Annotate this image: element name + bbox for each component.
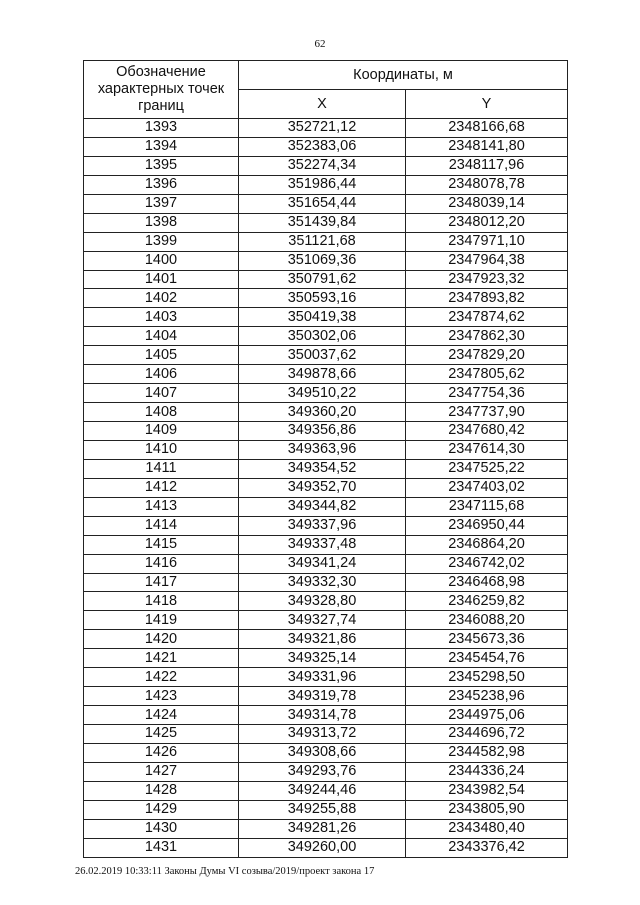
- table-row: [84, 478, 568, 497]
- y-coordinate-cell: 2347614,30: [406, 440, 568, 459]
- y-coordinate-cell: 2343982,54: [406, 781, 568, 800]
- y-coordinate-cell: 2346088,20: [406, 611, 568, 630]
- point-id-cell: 1426: [84, 743, 239, 762]
- x-coordinate-cell: 350419,38: [239, 308, 406, 327]
- point-id-cell: 1417: [84, 573, 239, 592]
- table-row: [84, 137, 568, 156]
- x-coordinate-cell: 349337,48: [239, 535, 406, 554]
- x-coordinate-cell: 351069,36: [239, 251, 406, 270]
- y-coordinate-cell: 2345298,50: [406, 668, 568, 687]
- point-id-cell: 1418: [84, 592, 239, 611]
- table-row: [84, 308, 568, 327]
- y-coordinate-cell: 2347829,20: [406, 346, 568, 365]
- point-id-cell: 1429: [84, 800, 239, 819]
- y-coordinate-cell: 2344975,06: [406, 706, 568, 725]
- point-id-cell: 1403: [84, 308, 239, 327]
- y-coordinate-cell: 2346468,98: [406, 573, 568, 592]
- point-id-cell: 1425: [84, 725, 239, 744]
- y-coordinate-cell: 2347403,02: [406, 478, 568, 497]
- point-id-cell: 1395: [84, 156, 239, 175]
- x-coordinate-cell: 349319,78: [239, 687, 406, 706]
- point-id-cell: 1428: [84, 781, 239, 800]
- table-row: [84, 365, 568, 384]
- x-coordinate-cell: 349363,96: [239, 440, 406, 459]
- x-coordinate-cell: 350302,06: [239, 327, 406, 346]
- point-id-cell: 1422: [84, 668, 239, 687]
- y-coordinate-cell: 2347923,32: [406, 270, 568, 289]
- point-id-cell: 1412: [84, 478, 239, 497]
- y-coordinate-cell: 2343805,90: [406, 800, 568, 819]
- y-coordinate-cell: 2347525,22: [406, 459, 568, 478]
- table-row: [84, 289, 568, 308]
- x-coordinate-cell: 349281,26: [239, 819, 406, 838]
- y-coordinate-cell: 2343480,40: [406, 819, 568, 838]
- point-id-cell: 1424: [84, 706, 239, 725]
- y-coordinate-cell: 2347862,30: [406, 327, 568, 346]
- table-row: [84, 346, 568, 365]
- table-row: [84, 251, 568, 270]
- x-coordinate-cell: 350791,62: [239, 270, 406, 289]
- x-coordinate-cell: 349354,52: [239, 459, 406, 478]
- x-coordinate-cell: 351439,84: [239, 213, 406, 232]
- table-row: [84, 781, 568, 800]
- table-row: [84, 175, 568, 194]
- table-row: [84, 384, 568, 403]
- point-id-cell: 1427: [84, 762, 239, 781]
- point-id-cell: 1410: [84, 440, 239, 459]
- y-coordinate-cell: 2348166,68: [406, 119, 568, 138]
- table-row: [84, 743, 568, 762]
- x-coordinate-cell: 352721,12: [239, 119, 406, 138]
- table-row: [84, 554, 568, 573]
- x-coordinate-cell: 350037,62: [239, 346, 406, 365]
- y-coordinate-cell: 2346950,44: [406, 516, 568, 535]
- table-row: [84, 213, 568, 232]
- table-row: [84, 838, 568, 857]
- x-coordinate-cell: 349356,86: [239, 422, 406, 441]
- coordinates-table: [83, 60, 568, 858]
- y-coordinate-cell: 2347737,90: [406, 403, 568, 422]
- y-coordinate-cell: 2348117,96: [406, 156, 568, 175]
- x-coordinate-cell: 349878,66: [239, 365, 406, 384]
- table-row: [84, 270, 568, 289]
- y-coordinate-cell: 2347680,42: [406, 422, 568, 441]
- page-number: 62: [314, 38, 326, 50]
- point-id-cell: 1394: [84, 137, 239, 156]
- y-coordinate-cell: 2346864,20: [406, 535, 568, 554]
- table-row: [84, 440, 568, 459]
- table-body: [84, 119, 568, 858]
- x-coordinate-cell: 352274,34: [239, 156, 406, 175]
- x-coordinate-cell: 351121,68: [239, 232, 406, 251]
- y-coordinate-cell: 2348078,78: [406, 175, 568, 194]
- point-id-cell: 1397: [84, 194, 239, 213]
- table-row: [84, 156, 568, 175]
- y-coordinate-cell: 2347754,36: [406, 384, 568, 403]
- table-row: [84, 706, 568, 725]
- y-coordinate-cell: 2344696,72: [406, 725, 568, 744]
- x-coordinate-cell: 351654,44: [239, 194, 406, 213]
- y-coordinate-cell: 2347964,38: [406, 251, 568, 270]
- point-id-cell: 1419: [84, 611, 239, 630]
- point-id-cell: 1399: [84, 232, 239, 251]
- point-id-cell: 1414: [84, 516, 239, 535]
- table-row: [84, 573, 568, 592]
- x-coordinate-cell: 351986,44: [239, 175, 406, 194]
- table-row: [84, 516, 568, 535]
- x-coordinate-cell: 349313,72: [239, 725, 406, 744]
- point-id-cell: 1416: [84, 554, 239, 573]
- table-row: [84, 497, 568, 516]
- x-coordinate-cell: 349337,96: [239, 516, 406, 535]
- point-id-cell: 1405: [84, 346, 239, 365]
- y-coordinate-cell: 2345454,76: [406, 649, 568, 668]
- point-id-cell: 1409: [84, 422, 239, 441]
- table-row: [84, 630, 568, 649]
- x-coordinate-cell: 350593,16: [239, 289, 406, 308]
- header-point-id: Обозначение характерных точек границ: [84, 61, 239, 119]
- point-id-cell: 1431: [84, 838, 239, 857]
- point-id-cell: 1423: [84, 687, 239, 706]
- y-coordinate-cell: 2348141,80: [406, 137, 568, 156]
- table-row: [84, 327, 568, 346]
- x-coordinate-cell: 349331,96: [239, 668, 406, 687]
- x-coordinate-cell: 349244,46: [239, 781, 406, 800]
- x-coordinate-cell: 349510,22: [239, 384, 406, 403]
- y-coordinate-cell: 2348039,14: [406, 194, 568, 213]
- point-id-cell: 1404: [84, 327, 239, 346]
- table-row: [84, 194, 568, 213]
- x-coordinate-cell: 349255,88: [239, 800, 406, 819]
- y-coordinate-cell: 2347874,62: [406, 308, 568, 327]
- header-x: X: [239, 90, 406, 119]
- point-id-cell: 1393: [84, 119, 239, 138]
- y-coordinate-cell: 2345673,36: [406, 630, 568, 649]
- point-id-cell: 1400: [84, 251, 239, 270]
- x-coordinate-cell: 352383,06: [239, 137, 406, 156]
- point-id-cell: 1408: [84, 403, 239, 422]
- y-coordinate-cell: 2347115,68: [406, 497, 568, 516]
- table-row: [84, 119, 568, 138]
- x-coordinate-cell: 349308,66: [239, 743, 406, 762]
- y-coordinate-cell: 2343376,42: [406, 838, 568, 857]
- x-coordinate-cell: 349293,76: [239, 762, 406, 781]
- table-row: [84, 668, 568, 687]
- header-coordinates: Координаты, м: [239, 61, 568, 90]
- point-id-cell: 1402: [84, 289, 239, 308]
- x-coordinate-cell: 349341,24: [239, 554, 406, 573]
- y-coordinate-cell: 2347893,82: [406, 289, 568, 308]
- point-id-cell: 1398: [84, 213, 239, 232]
- y-coordinate-cell: 2346259,82: [406, 592, 568, 611]
- table-row: [84, 611, 568, 630]
- point-id-cell: 1415: [84, 535, 239, 554]
- point-id-cell: 1411: [84, 459, 239, 478]
- y-coordinate-cell: 2345238,96: [406, 687, 568, 706]
- table-row: [84, 819, 568, 838]
- point-id-cell: 1413: [84, 497, 239, 516]
- x-coordinate-cell: 349260,00: [239, 838, 406, 857]
- point-id-cell: 1401: [84, 270, 239, 289]
- x-coordinate-cell: 349360,20: [239, 403, 406, 422]
- x-coordinate-cell: 349327,74: [239, 611, 406, 630]
- table-row: [84, 459, 568, 478]
- footer-stamp: 26.02.2019 10:33:11 Законы Думы VI созыва/2019/проект закона 17: [75, 866, 375, 877]
- y-coordinate-cell: 2347971,10: [406, 232, 568, 251]
- header-y: Y: [406, 90, 568, 119]
- x-coordinate-cell: 349325,14: [239, 649, 406, 668]
- table-row: [84, 403, 568, 422]
- point-id-cell: 1396: [84, 175, 239, 194]
- x-coordinate-cell: 349344,82: [239, 497, 406, 516]
- table-row: [84, 762, 568, 781]
- x-coordinate-cell: 349314,78: [239, 706, 406, 725]
- x-coordinate-cell: 349328,80: [239, 592, 406, 611]
- table-row: [84, 800, 568, 819]
- point-id-cell: 1421: [84, 649, 239, 668]
- table-row: [84, 725, 568, 744]
- table-row: [84, 592, 568, 611]
- x-coordinate-cell: 349332,30: [239, 573, 406, 592]
- point-id-cell: 1407: [84, 384, 239, 403]
- y-coordinate-cell: 2347805,62: [406, 365, 568, 384]
- table-row: [84, 687, 568, 706]
- point-id-cell: 1430: [84, 819, 239, 838]
- table-row: [84, 649, 568, 668]
- point-id-cell: 1406: [84, 365, 239, 384]
- point-id-cell: 1420: [84, 630, 239, 649]
- table-row: [84, 535, 568, 554]
- x-coordinate-cell: 349321,86: [239, 630, 406, 649]
- x-coordinate-cell: 349352,70: [239, 478, 406, 497]
- y-coordinate-cell: 2344336,24: [406, 762, 568, 781]
- y-coordinate-cell: 2346742,02: [406, 554, 568, 573]
- y-coordinate-cell: 2344582,98: [406, 743, 568, 762]
- y-coordinate-cell: 2348012,20: [406, 213, 568, 232]
- table-row: [84, 422, 568, 441]
- table-row: [84, 232, 568, 251]
